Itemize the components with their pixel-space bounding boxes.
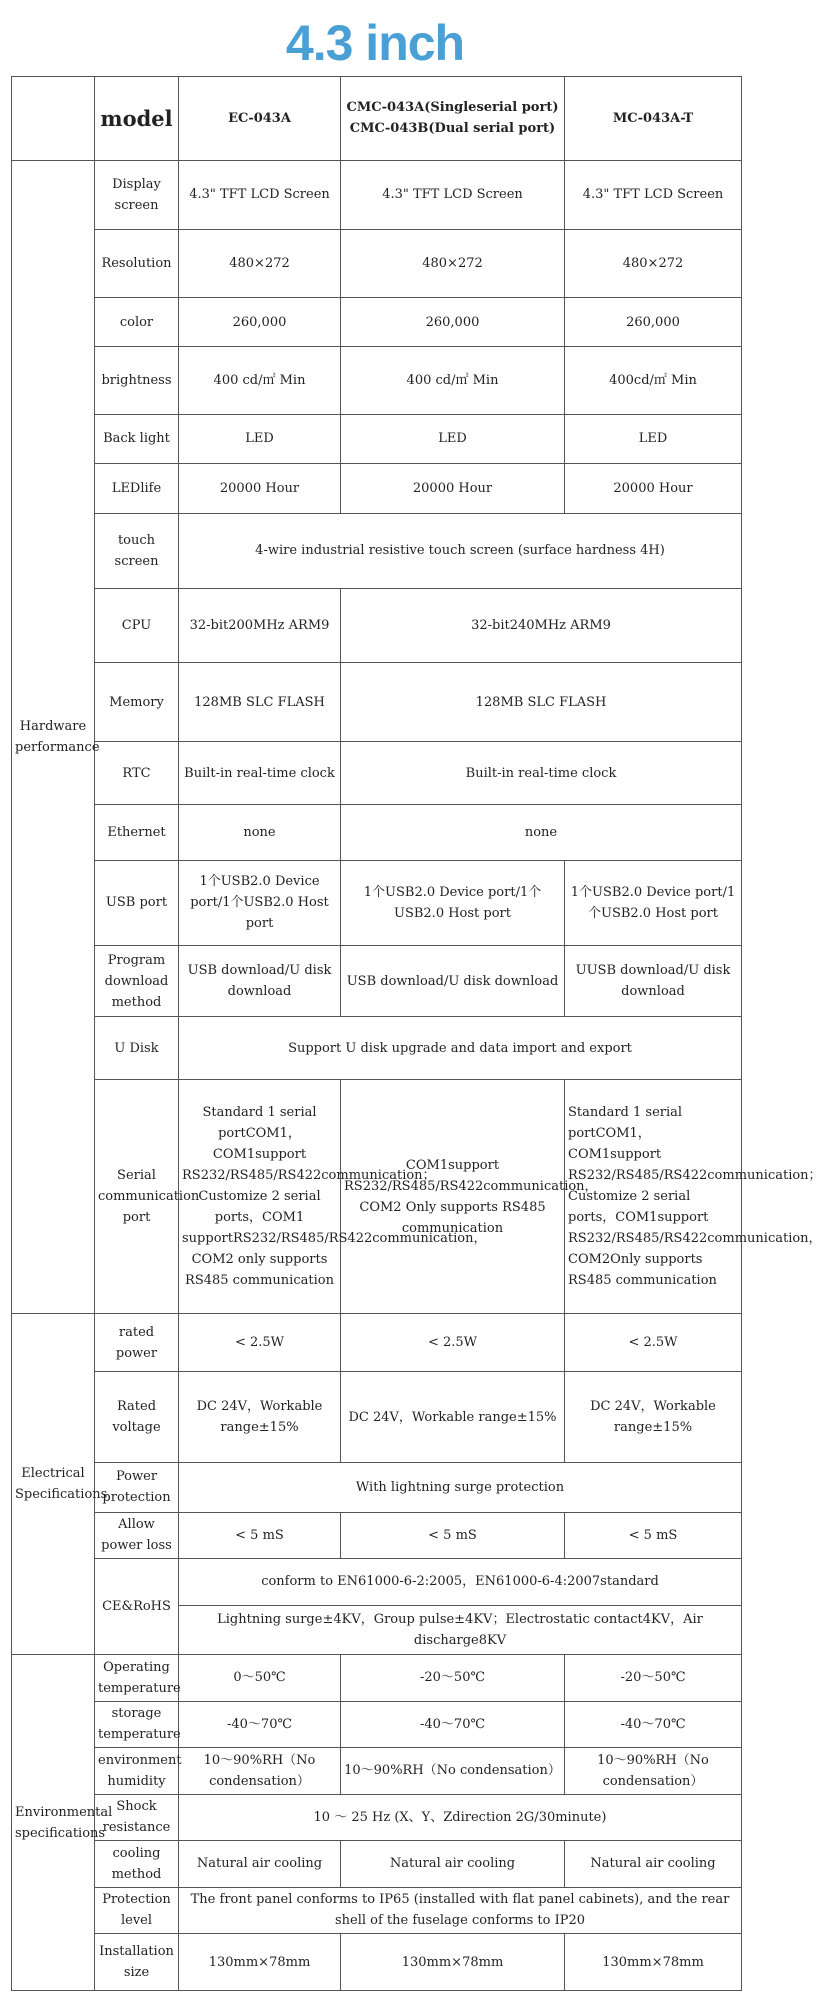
table-row — [12, 1017, 742, 1080]
page-title: 4.3 inch — [285, 15, 465, 71]
cell-rest: 32-bit240MHz ARM9 — [341, 588, 742, 663]
cell-mc: Natural air cooling — [565, 1841, 742, 1888]
cell-cmc: COM1support RS232/RS485/RS422communication，COM2 Only supports RS485 communication — [341, 1079, 565, 1314]
cell-mc: -40～70℃ — [565, 1701, 742, 1748]
table-row — [12, 346, 742, 414]
table-row — [12, 464, 742, 514]
group-hardware: Hardware performance — [12, 160, 95, 1314]
cell-ec: Standard 1 serial portCOM1，COM1support RS232/RS485/RS422communication；Customize 2 serial ports，COM1 supportRS232/RS485/RS422communication，COM2 only supports RS485 communication — [179, 1079, 341, 1314]
row-label: Serial communication port — [95, 1079, 179, 1314]
group-electrical: Electrical Specifications — [12, 1314, 95, 1655]
row-label: rated power — [95, 1314, 179, 1372]
header-cmc-line2: CMC-043B(Dual serial port) — [349, 121, 556, 137]
row-label: CPU — [95, 588, 179, 663]
cell-cmc: USB download/U disk download — [341, 946, 565, 1017]
table-row — [12, 1079, 742, 1314]
cell-cmc: LED — [341, 414, 565, 464]
row-label: Allow power loss — [95, 1512, 179, 1559]
table-row — [12, 1794, 742, 1841]
row-label: Rated voltage — [95, 1372, 179, 1463]
row-label: color — [95, 298, 179, 347]
table-row — [12, 1934, 742, 1991]
table-row — [12, 742, 742, 805]
cell-ec: 1个USB2.0 Device port/1个USB2.0 Host port — [179, 860, 341, 946]
table-row — [12, 1559, 742, 1606]
row-label: Shock resistance — [95, 1794, 179, 1841]
table-row — [12, 1314, 742, 1372]
header-blank — [12, 77, 95, 161]
cell-cmc: -20～50℃ — [341, 1655, 565, 1702]
table-row — [12, 1841, 742, 1888]
table-header-row — [12, 77, 742, 161]
row-label: Operating temperature — [95, 1655, 179, 1702]
table-row — [12, 1512, 742, 1559]
cell-ec: Built-in real-time clock — [179, 742, 341, 805]
table-row — [12, 160, 742, 229]
cell-mc: < 2.5W — [565, 1314, 742, 1372]
cell-mc: 20000 Hour — [565, 464, 742, 514]
cell-mc: UUSB download/U disk download — [565, 946, 742, 1017]
cell-ec: 128MB SLC FLASH — [179, 663, 341, 742]
cell-all: 4-wire industrial resistive touch screen (surface hardness 4H) — [179, 513, 742, 588]
row-label: U Disk — [95, 1017, 179, 1080]
row-label: Program download method — [95, 946, 179, 1017]
cell-cmc: < 5 mS — [341, 1512, 565, 1559]
cell-all: The front panel conforms to IP65 (installed with flat panel cabinets), and the rear shell of the fuselage conforms to IP20 — [179, 1887, 742, 1934]
cell-ec: 0～50℃ — [179, 1655, 341, 1702]
cell-cmc: -40～70℃ — [341, 1701, 565, 1748]
table-row — [12, 804, 742, 860]
cell-ec: Natural air cooling — [179, 1841, 341, 1888]
cell-rest: 128MB SLC FLASH — [341, 663, 742, 742]
header-ec: EC-043A — [179, 77, 341, 161]
cell-ec: 400 cd/㎡ Min — [179, 346, 341, 414]
cell-ec: LED — [179, 414, 341, 464]
row-label: cooling method — [95, 1841, 179, 1888]
cell-ec: < 2.5W — [179, 1314, 341, 1372]
cell-cmc: 130mm×78mm — [341, 1934, 565, 1991]
cell-ec: USB download/U disk download — [179, 946, 341, 1017]
table-row — [12, 1655, 742, 1702]
cell-cmc: DC 24V，Workable range±15% — [341, 1372, 565, 1463]
cell-mc: Standard 1 serial portCOM1，COM1support RS232/RS485/RS422communication；Customize 2 serial ports，COM1support RS232/RS485/RS422communication，COM2Only supports RS485 communication — [565, 1079, 742, 1314]
header-cmc — [341, 77, 565, 161]
row-label: Display screen — [95, 160, 179, 229]
cell-all: 10 ～ 25 Hz (X、Y、Zdirection 2G/30minute) — [179, 1794, 742, 1841]
table-row — [12, 860, 742, 946]
cell-mc: 10～90%RH（No condensation） — [565, 1748, 742, 1795]
row-label: Memory — [95, 663, 179, 742]
table-row — [12, 1372, 742, 1463]
row-label: USB port — [95, 860, 179, 946]
cell-mc: 400cd/㎡ Min — [565, 346, 742, 414]
row-label: LEDlife — [95, 464, 179, 514]
table-row — [12, 229, 742, 298]
cell-ec: -40～70℃ — [179, 1701, 341, 1748]
cell-ec: 4.3" TFT LCD Screen — [179, 160, 341, 229]
cell-mc: 480×272 — [565, 229, 742, 298]
row-label: brightness — [95, 346, 179, 414]
cell-mc: DC 24V，Workable range±15% — [565, 1372, 742, 1463]
row-label: Protection level — [95, 1887, 179, 1934]
spec-table — [11, 76, 822, 1991]
row-label: Resolution — [95, 229, 179, 298]
row-label: RTC — [95, 742, 179, 805]
cell-cmc: 260,000 — [341, 298, 565, 347]
row-label: storage temperature — [95, 1701, 179, 1748]
cell-cmc: 1个USB2.0 Device port/1个USB2.0 Host port — [341, 860, 565, 946]
row-label: Installation size — [95, 1934, 179, 1991]
row-label: Back light — [95, 414, 179, 464]
cell-cmc: 10～90%RH（No condensation） — [341, 1748, 565, 1795]
cell-mc: 130mm×78mm — [565, 1934, 742, 1991]
table-row — [12, 663, 742, 742]
cell-cmc: < 2.5W — [341, 1314, 565, 1372]
cell-cmc: 4.3" TFT LCD Screen — [341, 160, 565, 229]
table-row — [12, 298, 742, 347]
cell-ec: < 5 mS — [179, 1512, 341, 1559]
table-row — [12, 414, 742, 464]
cell-cmc: Natural air cooling — [341, 1841, 565, 1888]
cell-mc: LED — [565, 414, 742, 464]
table-row — [12, 1463, 742, 1513]
table-row — [12, 513, 742, 588]
row-label: touch screen — [95, 513, 179, 588]
cell-mc: 4.3" TFT LCD Screen — [565, 160, 742, 229]
cell-rest: Built-in real-time clock — [341, 742, 742, 805]
row-label: Power protection — [95, 1463, 179, 1513]
cell-cmc: 480×272 — [341, 229, 565, 298]
cell-ec: 130mm×78mm — [179, 1934, 341, 1991]
table-row — [12, 588, 742, 663]
cell-mc: -20～50℃ — [565, 1655, 742, 1702]
header-mc: MC-043A-T — [565, 77, 742, 161]
cell-all: Support U disk upgrade and data import and export — [179, 1017, 742, 1080]
table-row — [12, 946, 742, 1017]
cell-all: Lightning surge±4KV，Group pulse±4KV；Electrostatic contact4KV，Air discharge8KV — [179, 1605, 742, 1655]
cell-cmc: 20000 Hour — [341, 464, 565, 514]
table-row — [12, 1887, 742, 1934]
cell-ec: 260,000 — [179, 298, 341, 347]
cell-cmc: 400 cd/㎡ Min — [341, 346, 565, 414]
model-label: model — [95, 77, 179, 161]
row-label: Ethernet — [95, 804, 179, 860]
row-label: CE&RoHS — [95, 1559, 179, 1655]
header-cmc-line1: CMC-043A(Singleserial port) — [346, 100, 559, 116]
table-row — [12, 1701, 742, 1748]
cell-mc: < 5 mS — [565, 1512, 742, 1559]
cell-rest: none — [341, 804, 742, 860]
table-row — [12, 1748, 742, 1795]
cell-ec: none — [179, 804, 341, 860]
cell-ec: DC 24V，Workable range±15% — [179, 1372, 341, 1463]
cell-mc: 260,000 — [565, 298, 742, 347]
cell-all: conform to EN61000-6-2:2005，EN61000-6-4:2007standard — [179, 1559, 742, 1606]
cell-mc: 1个USB2.0 Device port/1个USB2.0 Host port — [565, 860, 742, 946]
cell-ec: 32-bit200MHz ARM9 — [179, 588, 341, 663]
cell-all: With lightning surge protection — [179, 1463, 742, 1513]
cell-ec: 10～90%RH（No condensation） — [179, 1748, 341, 1795]
cell-ec: 480×272 — [179, 229, 341, 298]
row-label: environment humidity — [95, 1748, 179, 1795]
group-environment: Environmental specifications — [12, 1655, 95, 1991]
cell-ec: 20000 Hour — [179, 464, 341, 514]
